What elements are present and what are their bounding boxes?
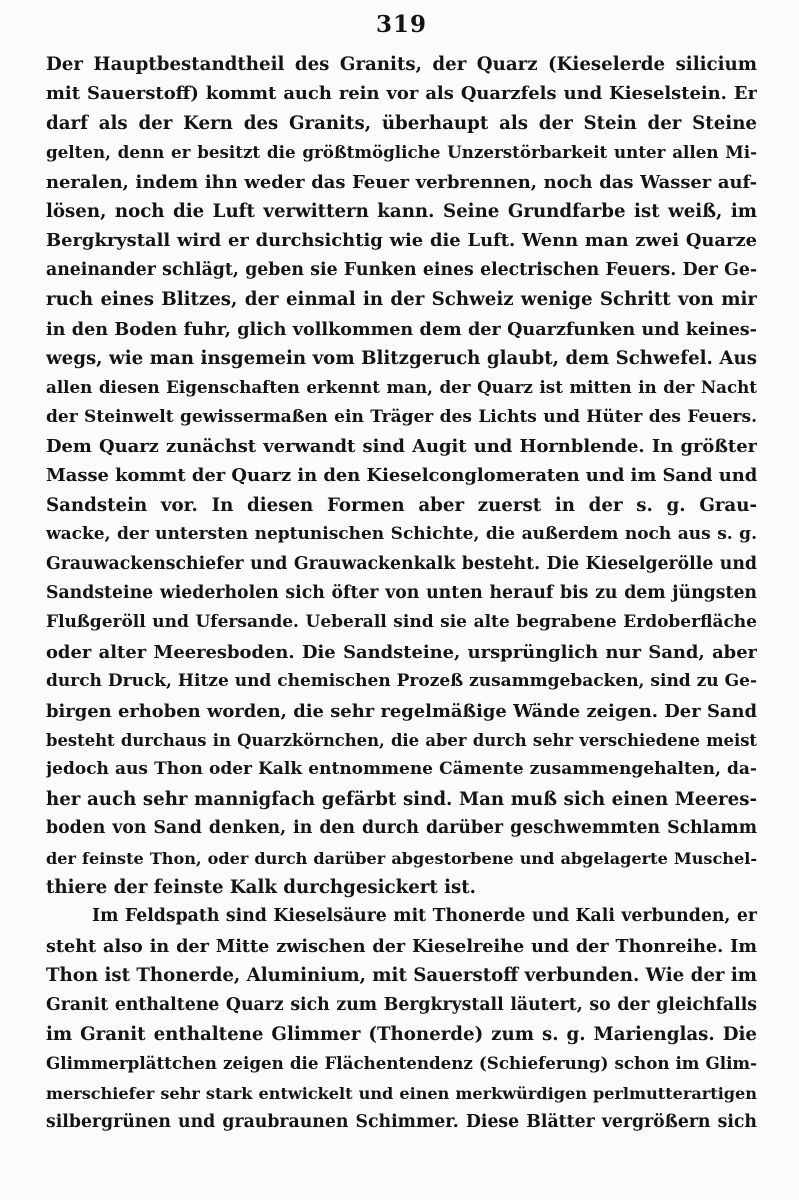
text-line: mit Sauerstoff) kommt auch rein vor als Quarzfels und Kieselstein. Er xyxy=(46,83,757,105)
text-line: Im Feldspath sind Kieselsäure mit Thonerde und Kali verbunden, er xyxy=(92,906,757,927)
text-line: Granit enthaltene Quarz sich zum Bergkrystall läutert, so der gleichfalls xyxy=(46,994,757,1015)
text-line: Thon ist Thonerde, Aluminium, mit Sauerstoff verbunden. Wie der im xyxy=(46,965,757,987)
text-line: steht also in der Mitte zwischen der Kieselreihe und der Thonreihe. Im xyxy=(46,935,757,957)
text-line: wacke, der untersten neptunischen Schichte, die außerdem noch aus s. g. xyxy=(46,524,757,545)
page-number: 319 xyxy=(375,11,427,38)
text-line: in den Boden fuhr, glich vollkommen dem der Quarzfunken und keines- xyxy=(46,318,757,340)
text-line: Bergkrystall wird er durchsichtig wie die Luft. Wenn man zwei Quarze xyxy=(46,230,757,252)
text-line: her auch sehr mannigfach gefärbt sind. Man muß sich einen Meeres- xyxy=(46,788,757,810)
text-line: durch Druck, Hitze und chemischen Prozeß zusammgebacken, sind zu Ge- xyxy=(46,671,757,692)
text-line: merschiefer sehr stark entwickelt und einen merkwürdigen perlmutterartigen xyxy=(46,1083,757,1103)
text-line: Der Hauptbestandtheil des Granits, der Quarz (Kieselerde silicium xyxy=(46,54,757,75)
text-line: birgen erhoben worden, die sehr regelmäßige Wände zeigen. Der Sand xyxy=(46,700,757,722)
text-line: silbergrünen und graubraunen Schimmer. Diese Blätter vergrößern sich xyxy=(46,1112,757,1133)
text-line: gelten, denn er besitzt die größtmögliche Unzerstörbarkeit unter allen Mi- xyxy=(46,142,757,163)
text-line: der feinste Thon, oder durch darüber abgestorbene und abgelagerte Muschel- xyxy=(46,848,757,868)
text-line: im Granit enthaltene Glimmer (Thonerde) zum s. g. Marienglas. Die xyxy=(46,1023,757,1045)
text-line: thiere der feinste Kalk durchgesickert ist. xyxy=(46,876,476,898)
text-line: lösen, noch die Luft verwittern kann. Seine Grundfarbe ist weiß, im xyxy=(46,200,757,222)
text-line: oder alter Meeresboden. Die Sandsteine, ursprünglich nur Sand, aber xyxy=(46,641,757,663)
text-line: ruch eines Blitzes, der einmal in der Schweiz wenige Schritt von mir xyxy=(46,289,757,311)
paragraph xyxy=(46,50,757,902)
paragraph xyxy=(46,902,757,1137)
text-line: wegs, wie man insgemein vom Blitzgeruch glaubt, dem Schwefel. Aus xyxy=(46,347,757,369)
text-line: Flußgeröll und Ufersande. Ueberall sind sie alte begrabene Erdoberfläche xyxy=(46,612,757,633)
text-line: Sandstein vor. In diesen Formen aber zuerst in der s. g. Grau- xyxy=(46,494,757,516)
text-line: Grauwackenschiefer und Grauwackenkalk besteht. Die Kieselgerölle und xyxy=(46,553,757,574)
text-line: Sandsteine wiederholen sich öfter von unten herauf bis zu dem jüngsten xyxy=(46,583,757,604)
text-line: der Steinwelt gewissermaßen ein Träger des Lichts und Hüter des Feuers. xyxy=(46,406,757,427)
text-line: neralen, indem ihn weder das Feuer verbrennen, noch das Wasser auf- xyxy=(46,171,757,193)
text-line: Masse kommt der Quarz in den Kieselconglomeraten und im Sand und xyxy=(46,465,757,487)
text-line: allen diesen Eigenschaften erkennt man, der Quarz ist mitten in der Nacht xyxy=(46,377,757,398)
text-line: boden von Sand denken, in den durch darüber geschwemmten Schlamm xyxy=(46,818,757,839)
text-line: Glimmerplättchen zeigen die Flächentendenz (Schieferung) schon im Glim- xyxy=(46,1053,757,1074)
text-line: aneinander schlägt, geben sie Funken eines electrischen Feuers. Der Ge- xyxy=(46,259,757,280)
text-line: Dem Quarz zunächst verwandt sind Augit und Hornblende. In größter xyxy=(46,436,757,458)
text-line: jedoch aus Thon oder Kalk entnommene Cämente zusammengehalten, da- xyxy=(46,759,757,780)
text-line: besteht durchaus in Quarzkörnchen, die aber durch sehr verschiedene meist xyxy=(46,730,757,750)
text-body xyxy=(46,50,757,1137)
text-line: darf als der Kern des Granits, überhaupt als der Stein der Steine xyxy=(46,112,757,134)
